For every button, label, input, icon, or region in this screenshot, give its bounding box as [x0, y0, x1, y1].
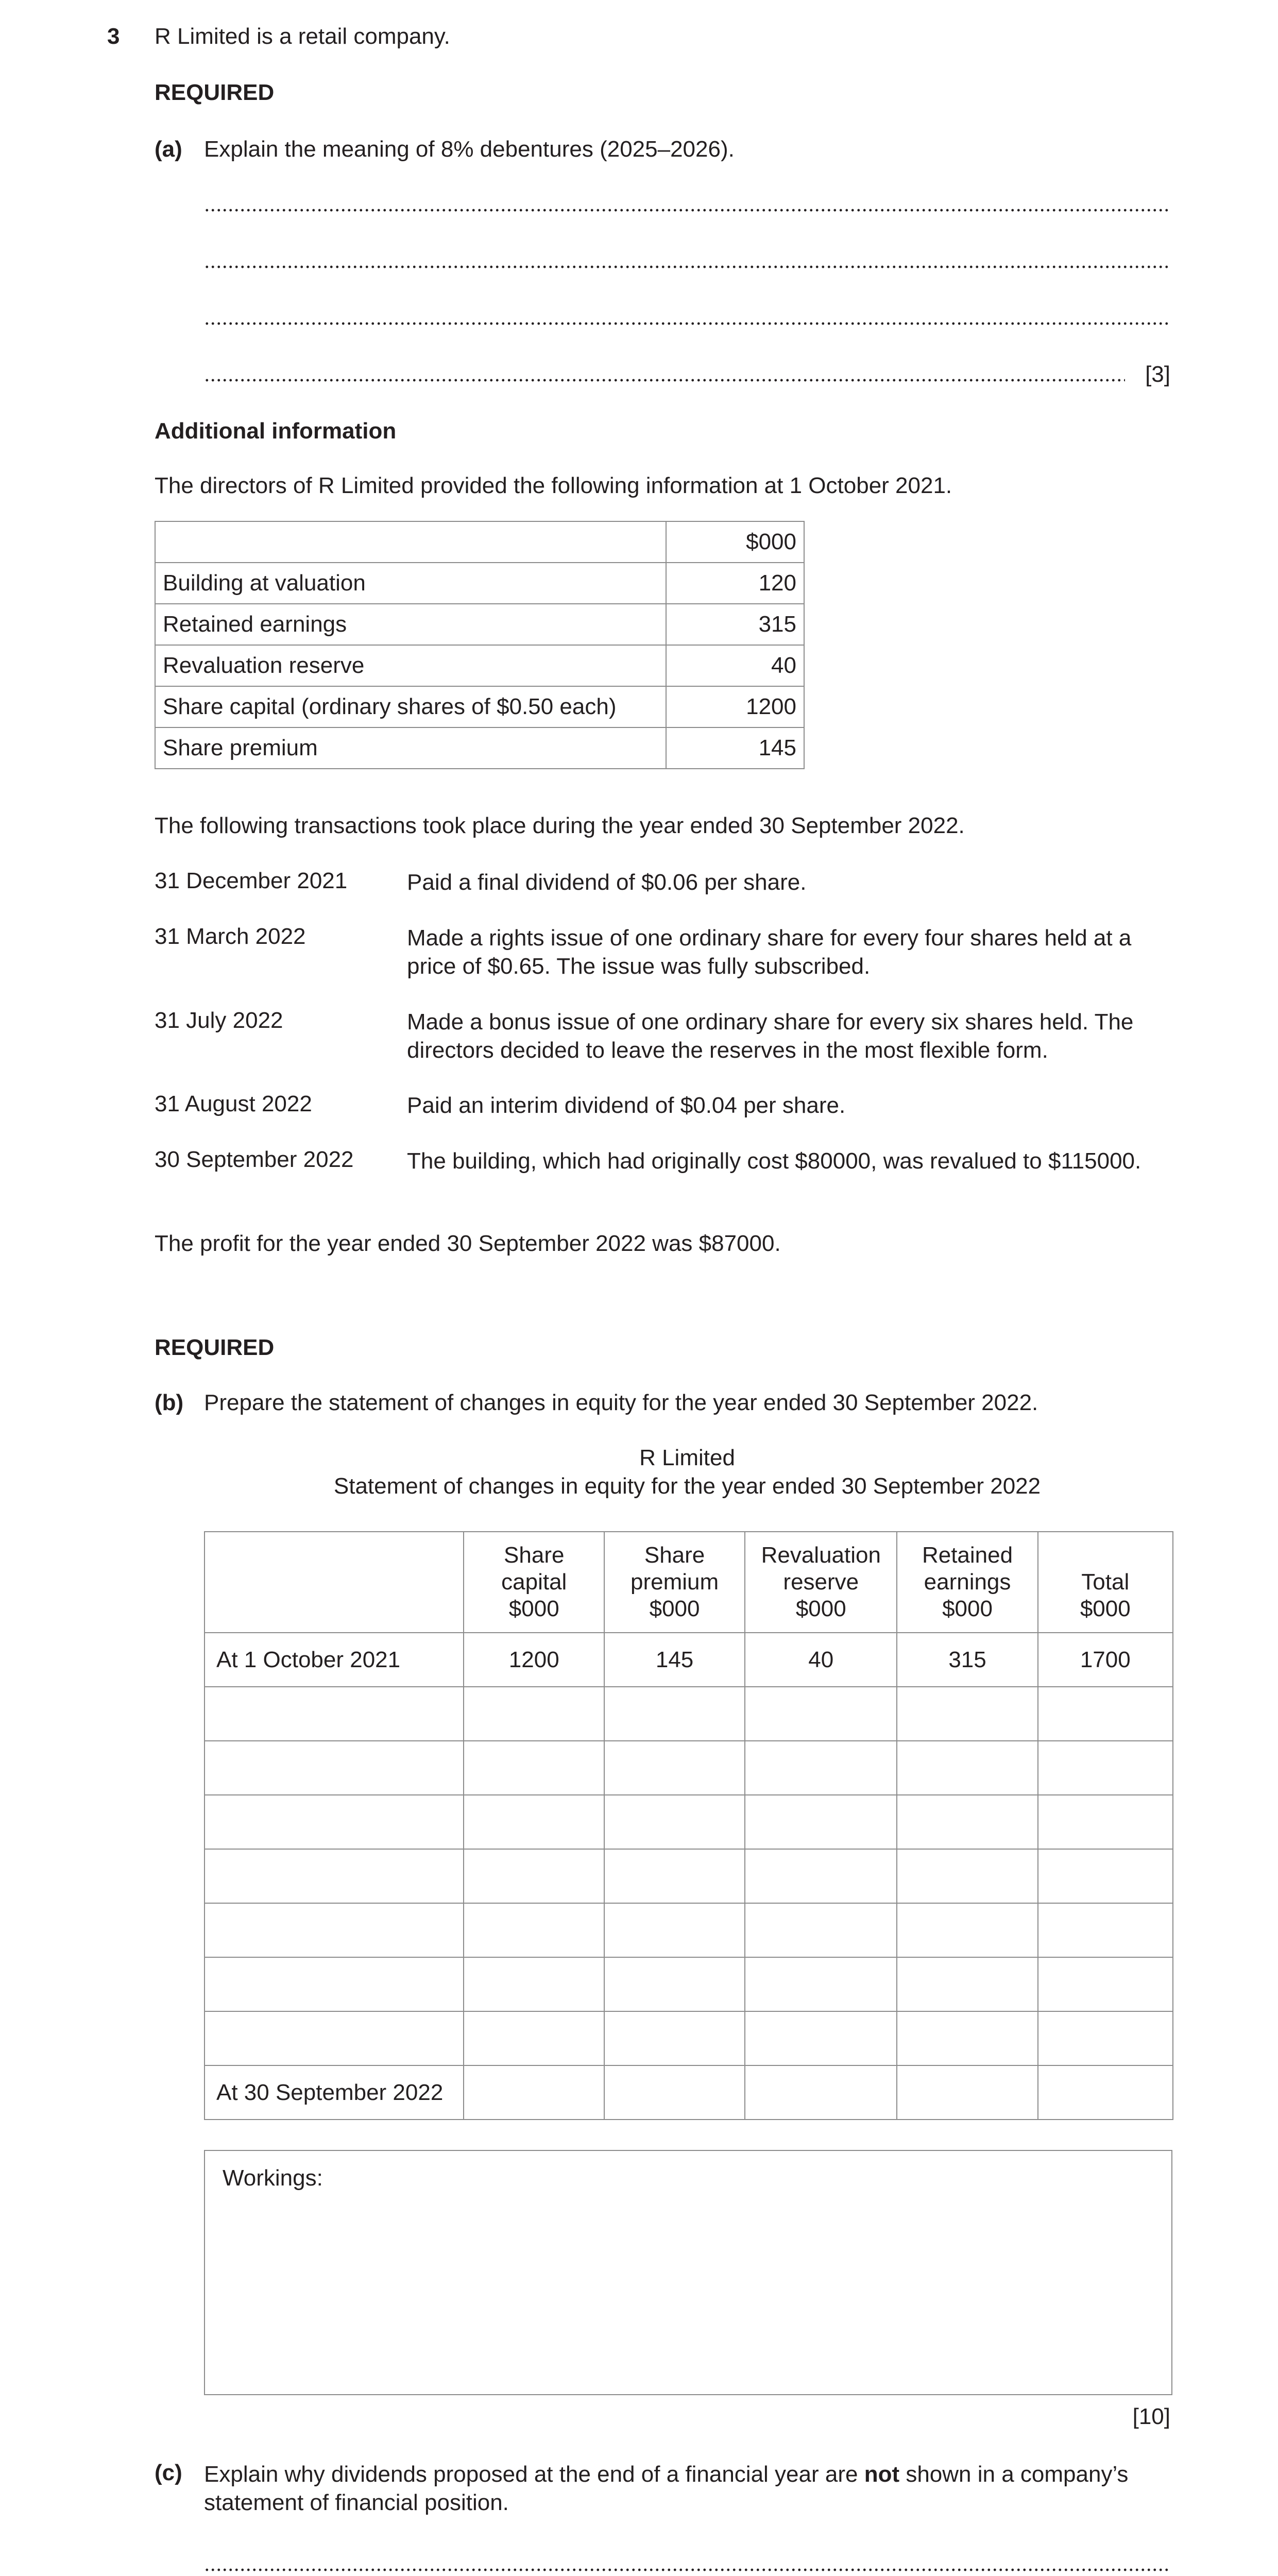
- answer-line[interactable]: [204, 379, 1125, 382]
- answer-cell[interactable]: [1038, 1741, 1173, 1795]
- answer-cell[interactable]: [1038, 1903, 1173, 1957]
- column-header-line: Retained: [922, 1543, 1013, 1568]
- part-b-label: (b): [155, 1390, 184, 1415]
- answer-line[interactable]: [204, 2568, 1170, 2571]
- table-row: [155, 645, 804, 686]
- answer-cell[interactable]: [897, 1795, 1037, 1849]
- required-heading: REQUIRED: [155, 80, 275, 105]
- answer-cell[interactable]: [745, 1741, 897, 1795]
- answer-cell[interactable]: [464, 1903, 604, 1957]
- info-intro: The directors of R Limited provided the following information at 1 October 2021.: [155, 473, 952, 498]
- column-header-retained-earnings: [897, 1532, 1037, 1633]
- info-table-header-empty: [155, 521, 666, 563]
- transaction-date: 31 March 2022: [155, 924, 306, 949]
- answer-cell[interactable]: [604, 1741, 745, 1795]
- question-intro: R Limited is a retail company.: [155, 24, 450, 49]
- additional-info-heading: Additional information: [155, 418, 397, 444]
- column-header-line: capital: [501, 1569, 567, 1595]
- info-row-value: 145: [666, 727, 804, 769]
- info-row-label: Revaluation reserve: [155, 645, 666, 686]
- part-c-text: [204, 2460, 1170, 2517]
- answer-cell[interactable]: [745, 2011, 897, 2065]
- column-header-line: $000: [649, 1596, 700, 1621]
- answer-cell[interactable]: [897, 2065, 1037, 2120]
- cell-value: 1700: [1038, 1633, 1173, 1687]
- table-row: [205, 1903, 1173, 1957]
- answer-cell[interactable]: [464, 2065, 604, 2120]
- transaction-date: 31 July 2022: [155, 1008, 283, 1033]
- answer-cell[interactable]: [897, 1687, 1037, 1741]
- answer-cell[interactable]: [745, 2065, 897, 2120]
- workings-box[interactable]: [204, 2150, 1172, 2395]
- column-header-line: premium: [630, 1569, 719, 1595]
- column-header-line: $000: [942, 1596, 993, 1621]
- table-row: [205, 1849, 1173, 1903]
- part-a-marks: [3]: [1145, 362, 1170, 387]
- part-b-text: Prepare the statement of changes in equity for the year ended 30 September 2022.: [204, 1390, 1038, 1415]
- table-row: [155, 604, 804, 645]
- table-row: [205, 1741, 1173, 1795]
- answer-line[interactable]: [204, 322, 1170, 325]
- column-header-line: reserve: [783, 1569, 859, 1595]
- table-row: [205, 1687, 1173, 1741]
- answer-cell[interactable]: [745, 1795, 897, 1849]
- info-row-label: Building at valuation: [155, 563, 666, 604]
- column-header-line: $000: [508, 1596, 559, 1621]
- part-a-text: Explain the meaning of 8% debentures (2025–2026).: [204, 137, 735, 162]
- column-header-line: Total: [1081, 1569, 1130, 1595]
- answer-cell[interactable]: [464, 1687, 604, 1741]
- part-c-text-start: Explain why dividends proposed at the end of a financial year are: [204, 2462, 864, 2487]
- info-row-label: Share capital (ordinary shares of $0.50 each): [155, 686, 666, 727]
- info-row-label: Share premium: [155, 727, 666, 769]
- column-header-line: $000: [1080, 1596, 1131, 1621]
- part-c-label: (c): [155, 2460, 182, 2485]
- transaction-date: 31 August 2022: [155, 1091, 312, 1116]
- part-a-label: (a): [155, 137, 182, 162]
- answer-cell[interactable]: [745, 1903, 897, 1957]
- table-row: [155, 686, 804, 727]
- answer-cell[interactable]: [205, 1795, 464, 1849]
- equity-statement-table: [204, 1531, 1173, 2120]
- answer-cell[interactable]: [897, 1741, 1037, 1795]
- answer-cell[interactable]: [604, 2011, 745, 2065]
- row-label: At 1 October 2021: [205, 1633, 464, 1687]
- row-label: At 30 September 2022: [205, 2065, 464, 2120]
- statement-title: Statement of changes in equity for the year ended 30 September 2022: [333, 1473, 1041, 1499]
- answer-cell[interactable]: [745, 1957, 897, 2011]
- column-header-line: [1038, 1542, 1172, 1569]
- part-c-text-end: shown in a company’s statement of financial position.: [204, 2462, 1129, 2515]
- part-b-marks: [10]: [1132, 2404, 1170, 2429]
- info-table: [155, 521, 805, 769]
- cell-value: 315: [897, 1633, 1037, 1687]
- column-header-line: Revaluation: [761, 1543, 881, 1568]
- statement-company-name: R Limited: [639, 1445, 735, 1470]
- table-row: [155, 563, 804, 604]
- answer-cell[interactable]: [464, 1795, 604, 1849]
- info-row-value: 1200: [666, 686, 804, 727]
- column-header-line: Share: [644, 1543, 705, 1568]
- transaction-text: Paid an interim dividend of $0.04 per share.: [407, 1093, 846, 1118]
- answer-cell[interactable]: [205, 1957, 464, 2011]
- answer-cell[interactable]: [1038, 1795, 1173, 1849]
- answer-cell[interactable]: [1038, 2065, 1173, 2120]
- column-header-line: earnings: [924, 1569, 1011, 1595]
- column-header-revaluation-reserve: [745, 1532, 897, 1633]
- part-c-text-emphasis: not: [864, 2462, 900, 2487]
- answer-cell[interactable]: [205, 1849, 464, 1903]
- table-row: [205, 1795, 1173, 1849]
- profit-text: The profit for the year ended 30 September 2022 was $87000.: [155, 1231, 781, 1256]
- answer-cell[interactable]: [464, 2011, 604, 2065]
- cell-value: 1200: [464, 1633, 604, 1687]
- answer-cell[interactable]: [205, 1687, 464, 1741]
- transaction-text: The building, which had originally cost $80000, was revalued to $115000.: [407, 1148, 1141, 1174]
- answer-cell[interactable]: [464, 1957, 604, 2011]
- column-header-line: $000: [795, 1596, 846, 1621]
- answer-cell[interactable]: [604, 1687, 745, 1741]
- transactions-intro: The following transactions took place during the year ended 30 September 2022.: [155, 813, 965, 838]
- transaction-text: Made a bonus issue of one ordinary share for every six shares held. The directors decided to leave the reserves in the most flexible form.: [407, 1009, 1134, 1063]
- table-row-closing: [205, 2065, 1173, 2120]
- answer-line[interactable]: [204, 265, 1170, 268]
- answer-cell[interactable]: [604, 1795, 745, 1849]
- answer-cell[interactable]: [897, 1903, 1037, 1957]
- info-table-header-unit: $000: [666, 521, 804, 563]
- info-table-header-row: [155, 521, 804, 563]
- answer-cell[interactable]: [1038, 1687, 1173, 1741]
- info-row-value: 315: [666, 604, 804, 645]
- table-row: [205, 2011, 1173, 2065]
- table-row: [155, 727, 804, 769]
- answer-cell[interactable]: [464, 1849, 604, 1903]
- answer-cell[interactable]: [604, 1903, 745, 1957]
- answer-cell[interactable]: [745, 1849, 897, 1903]
- transaction-date: 31 December 2021: [155, 868, 348, 893]
- answer-cell[interactable]: [1038, 1957, 1173, 2011]
- column-header-total: [1038, 1532, 1173, 1633]
- column-header-line: Share: [504, 1543, 565, 1568]
- answer-cell[interactable]: [745, 1687, 897, 1741]
- equity-header-empty: [205, 1532, 464, 1633]
- required-heading-2: REQUIRED: [155, 1335, 275, 1360]
- table-row: [205, 1957, 1173, 2011]
- transaction-text: Made a rights issue of one ordinary share for every four shares held at a price of $0.65. The issue was fully subscribed.: [407, 925, 1132, 979]
- transaction-text: Paid a final dividend of $0.06 per share.: [407, 870, 807, 895]
- column-header-share-premium: [604, 1532, 745, 1633]
- answer-cell[interactable]: [897, 1957, 1037, 2011]
- info-row-value: 40: [666, 645, 804, 686]
- answer-cell[interactable]: [897, 1849, 1037, 1903]
- answer-cell[interactable]: [604, 1849, 745, 1903]
- answer-line[interactable]: [204, 209, 1170, 212]
- question-number: 3: [107, 24, 120, 49]
- transaction-date: 30 September 2022: [155, 1147, 354, 1172]
- cell-value: 145: [604, 1633, 745, 1687]
- answer-cell[interactable]: [1038, 2011, 1173, 2065]
- info-row-value: 120: [666, 563, 804, 604]
- answer-cell[interactable]: [205, 1741, 464, 1795]
- workings-label: Workings:: [223, 2165, 323, 2191]
- info-row-label: Retained earnings: [155, 604, 666, 645]
- table-row-opening: [205, 1633, 1173, 1687]
- answer-cell[interactable]: [464, 1741, 604, 1795]
- equity-table-header-row: [205, 1532, 1173, 1633]
- answer-cell[interactable]: [604, 1957, 745, 2011]
- answer-cell[interactable]: [897, 2011, 1037, 2065]
- column-header-share-capital: [464, 1532, 604, 1633]
- answer-cell[interactable]: [1038, 1849, 1173, 1903]
- answer-cell[interactable]: [604, 2065, 745, 2120]
- answer-cell[interactable]: [205, 2011, 464, 2065]
- answer-cell[interactable]: [205, 1903, 464, 1957]
- cell-value: 40: [745, 1633, 897, 1687]
